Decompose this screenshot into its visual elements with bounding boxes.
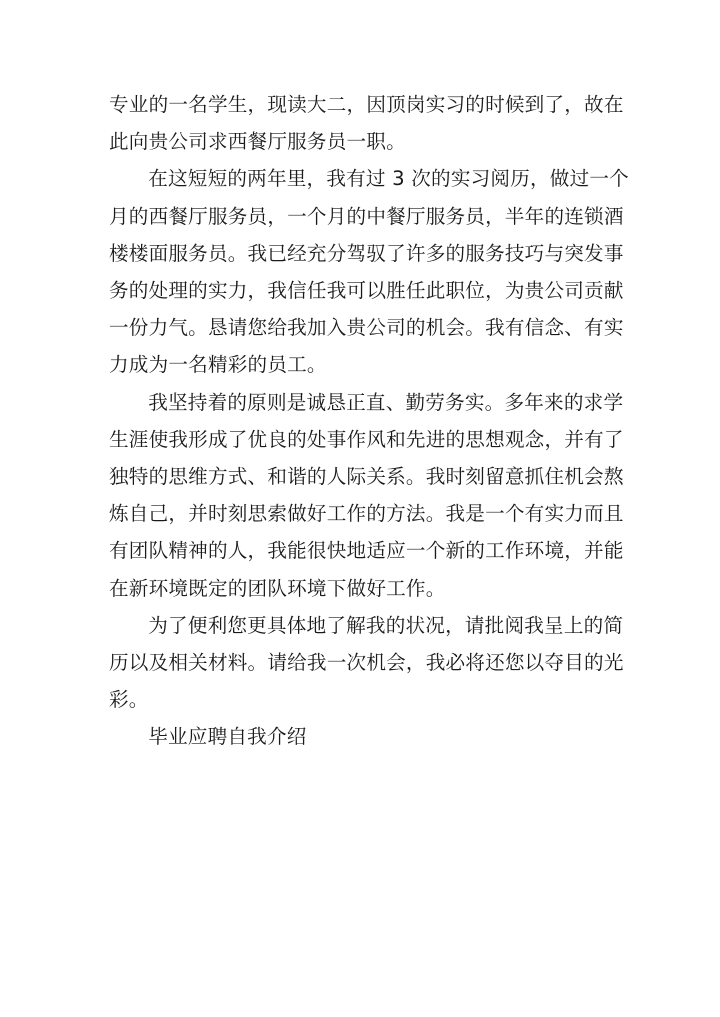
text-line: 我坚持着的原则是诚恳正直、勤劳务实。多年来的求学 bbox=[148, 390, 624, 414]
paragraph-1 bbox=[109, 86, 624, 160]
text-line: 月的西餐厅服务员，一个月的中餐厅服务员，半年的连锁酒 bbox=[109, 204, 624, 228]
text-line: 专业的一名学生，现读大二，因顶岗实习的时候到了，故在 bbox=[109, 93, 624, 116]
paragraph-2 bbox=[109, 160, 629, 383]
text-line: 一份力气。恳请您给我加入贵公司的机会。我有信念、有实 bbox=[109, 316, 624, 340]
text-line: 炼自己，并时刻思索做好工作的方法。我是一个有实力而且 bbox=[109, 502, 624, 526]
heading-text: 毕业应聘自我介绍 bbox=[148, 725, 307, 749]
text-line: 彩。 bbox=[109, 688, 149, 712]
text-line: 此向贵公司求西餐厅服务员一职。 bbox=[109, 130, 406, 154]
text-line: 在新环境既定的团队环境下做好工作。 bbox=[109, 576, 446, 600]
text-line: 独特的思维方式、和谐的人际关系。我时刻留意抓住机会熬 bbox=[109, 465, 624, 489]
text-line: 务的处理的实力，我信任我可以胜任此职位，为贵公司贡献 bbox=[109, 279, 624, 303]
text-line: 楼楼面服务员。我已经充分驾驭了许多的服务技巧与突发事 bbox=[109, 241, 624, 265]
text-line: 力成为一名精彩的员工。 bbox=[109, 353, 327, 377]
document-page bbox=[109, 86, 629, 756]
paragraph-4 bbox=[109, 607, 624, 719]
section-heading bbox=[109, 718, 617, 755]
text-line: 在这短短的两年里，我有过 3 次的实习阅历，做过一个 bbox=[148, 167, 629, 191]
text-line: 生涯使我形成了优良的处事作风和先进的思想观念，并有了 bbox=[109, 427, 624, 451]
text-line: 有团队精神的人，我能很快地适应一个新的工作环境，并能 bbox=[109, 539, 624, 563]
text-line: 为了便利您更具体地了解我的状况，请批阅我呈上的简 bbox=[148, 613, 624, 637]
text-line: 历以及相关材料。请给我一次机会，我必将还您以夺目的光 bbox=[109, 651, 624, 675]
paragraph-3 bbox=[109, 384, 624, 607]
